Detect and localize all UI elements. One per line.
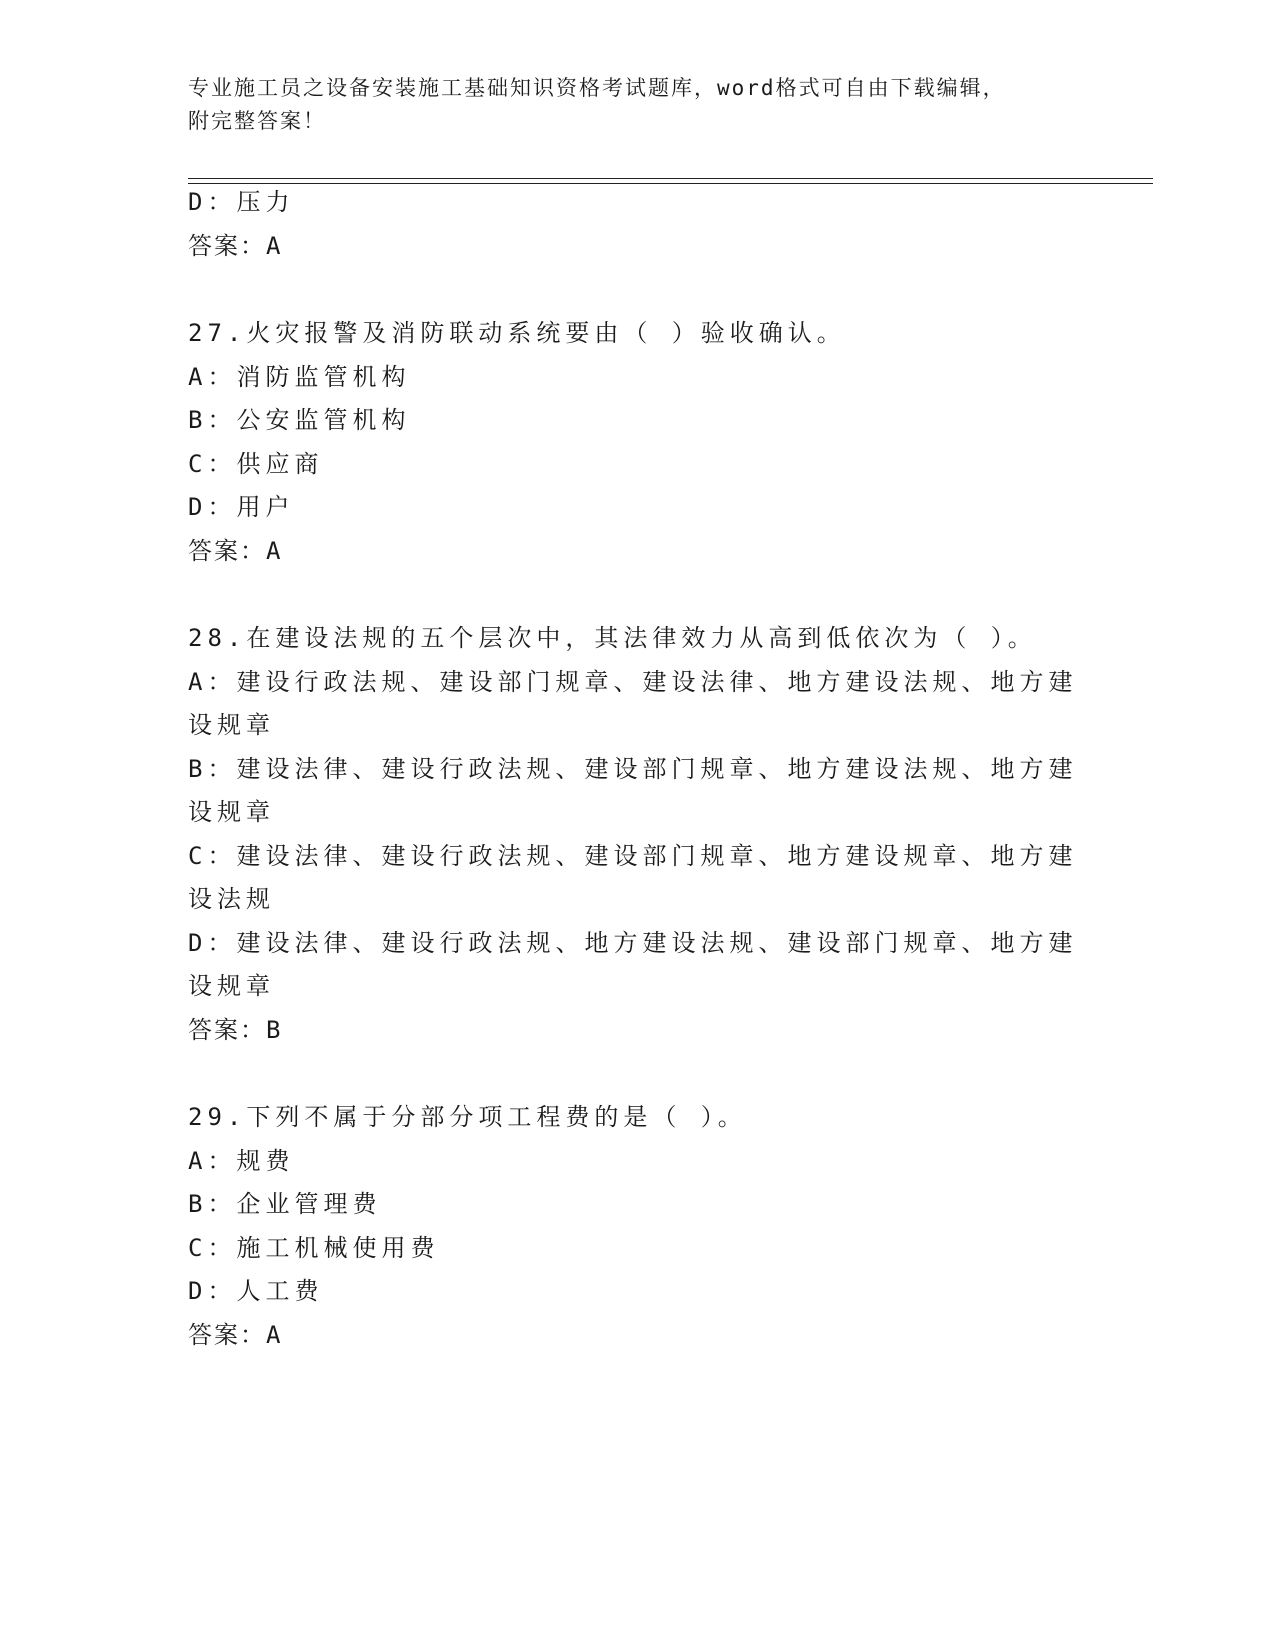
q27-stem: 27.火灾报警及消防联动系统要由（ ）验收确认。 [188,319,846,347]
q28-option-d-line-2: 设规章 [188,972,275,1000]
q28-option-a-line-2: 设规章 [188,711,275,739]
q27-option-c: C：供应商 [188,450,324,478]
q29-stem: 29.下列不属于分部分项工程费的是（ ）。 [188,1103,747,1131]
q27-option-d: D：用户 [188,493,295,521]
q27-option-a: A：消防监管机构 [188,363,411,391]
q28-option-d-line-1: D：建设法律、建设行政法规、地方建设法规、建设部门规章、地方建 [188,929,1078,957]
header-divider-top [188,178,1153,179]
q28-stem: 28.在建设法规的五个层次中，其法律效力从高到低依次为（ ）。 [188,624,1037,652]
header-line-1: 专业施工员之设备安装施工基础知识资格考试题库，word格式可自由下载编辑， [188,76,1006,100]
q28-answer: 答案：B [188,1016,283,1044]
q28-option-b-line-2: 设规章 [188,798,275,826]
q29-option-d: D：人工费 [188,1277,324,1305]
q29-option-b: B：企业管理费 [188,1190,382,1218]
q26-option-d: D：压力 [188,188,295,216]
q28-option-b-line-1: B：建设法律、建设行政法规、建设部门规章、地方建设法规、地方建 [188,755,1078,783]
q28-option-c-line-2: 设法规 [188,885,275,913]
q29-option-a: A：规费 [188,1147,295,1175]
header-line-2: 附完整答案！ [188,109,326,133]
q28-option-c-line-1: C：建设法律、建设行政法规、建设部门规章、地方建设规章、地方建 [188,842,1078,870]
q27-option-b: B：公安监管机构 [188,406,411,434]
q29-answer: 答案：A [188,1321,283,1349]
q27-answer: 答案：A [188,537,283,565]
q28-option-a-line-1: A：建设行政法规、建设部门规章、建设法律、地方建设法规、地方建 [188,668,1078,696]
q26-answer: 答案：A [188,232,283,260]
q29-option-c: C：施工机械使用费 [188,1234,440,1262]
header-divider-bottom [188,183,1153,184]
document-header [188,72,1088,138]
